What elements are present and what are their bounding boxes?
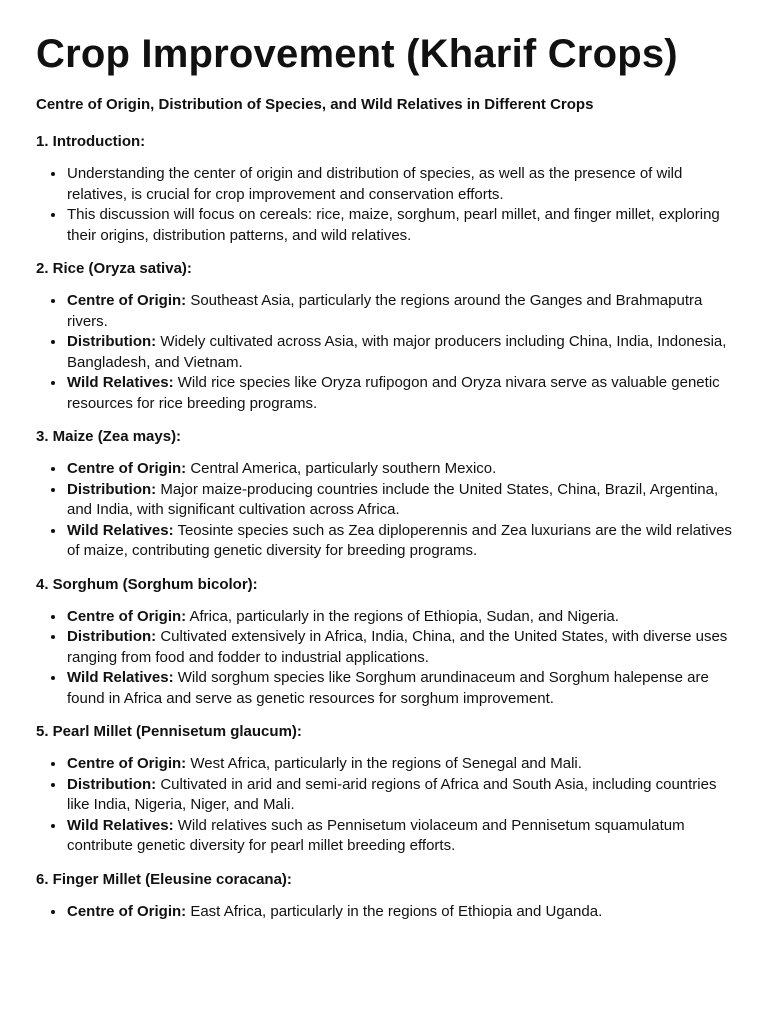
item-label: Centre of Origin: bbox=[67, 755, 187, 772]
item-label: Distribution: bbox=[67, 628, 157, 645]
section-heading: 5. Pearl Millet (Pennisetum glaucum): bbox=[36, 723, 302, 740]
bullet-list bbox=[36, 459, 732, 562]
list-item bbox=[66, 668, 732, 709]
list-item bbox=[66, 373, 732, 414]
item-label: Wild Relatives: bbox=[67, 816, 174, 834]
list-item bbox=[66, 607, 732, 628]
item-text: Cultivated extensively in Africa, India, China, and the United States, with diverse uses ranging from food and fodder to industrial applications. bbox=[67, 628, 728, 666]
item-label: Distribution: bbox=[67, 775, 157, 793]
list-item bbox=[66, 902, 732, 923]
item-label: Centre of Origin: bbox=[67, 902, 187, 920]
item-label: Wild Relatives: bbox=[67, 374, 174, 391]
bullet-list bbox=[36, 607, 732, 710]
list-item bbox=[66, 521, 732, 562]
list-item bbox=[66, 816, 732, 857]
item-label: Distribution: bbox=[67, 333, 157, 350]
section-heading: 1. Introduction: bbox=[36, 133, 146, 150]
page-title: Crop Improvement (Kharif Crops) bbox=[36, 32, 678, 76]
item-text: West Africa, particularly in the regions of Senegal and Mali. bbox=[186, 755, 582, 772]
item-label: Centre of Origin: bbox=[67, 292, 187, 309]
item-label: Distribution: bbox=[67, 480, 157, 498]
item-text: Widely cultivated across Asia, with major producers including China, India, Indonesia, Bangladesh, and Vietnam. bbox=[67, 333, 727, 371]
item-text: Southeast Asia, particularly the regions around the Ganges and Brahmaputra rivers. bbox=[67, 292, 703, 330]
section-heading: 3. Maize (Zea mays): bbox=[36, 428, 182, 445]
list-item bbox=[66, 754, 732, 775]
item-text: Central America, particularly southern Mexico. bbox=[186, 460, 497, 477]
item-text: Wild sorghum species like Sorghum arundinaceum and Sorghum halepense are found in Africa and serve as genetic resources for sorghum improvement. bbox=[67, 669, 709, 707]
item-label: Centre of Origin: bbox=[67, 460, 187, 477]
item-label: Wild Relatives: bbox=[67, 521, 174, 539]
item-text: Major maize-producing countries include the United States, China, Brazil, Argentina, and India, with significant cultivation across Africa. bbox=[67, 480, 719, 518]
item-text: Understanding the center of origin and distribution of species, as well as the presence of wild relatives, is crucial for crop improvement and conservation efforts. bbox=[67, 165, 683, 203]
document-subtitle: Centre of Origin, Distribution of Species, and Wild Relatives in Different Crops bbox=[36, 96, 594, 113]
bullet-list bbox=[36, 902, 732, 923]
section-heading: 2. Rice (Oryza sativa): bbox=[36, 260, 192, 277]
list-item bbox=[66, 480, 732, 521]
section-heading: 4. Sorghum (Sorghum bicolor): bbox=[36, 575, 258, 593]
item-text: Teosinte species such as Zea diploperennis and Zea luxurians are the wild relatives of maize, contributing genetic diversity for breeding programs. bbox=[67, 521, 732, 559]
sections-container bbox=[36, 133, 732, 922]
list-item bbox=[66, 459, 732, 480]
item-text: Wild relatives such as Pennisetum violaceum and Pennisetum squamulatum contribute genetic diversity for pearl millet breeding efforts. bbox=[67, 816, 685, 854]
item-label: Wild Relatives: bbox=[67, 669, 174, 686]
section-heading: 6. Finger Millet (Eleusine coracana): bbox=[36, 870, 292, 888]
item-text: Africa, particularly in the regions of Ethiopia, Sudan, and Nigeria. bbox=[186, 607, 619, 625]
bullet-list bbox=[36, 164, 732, 246]
item-label: Centre of Origin: bbox=[67, 607, 187, 625]
item-text: East Africa, particularly in the regions of Ethiopia and Uganda. bbox=[186, 902, 603, 920]
item-text: Wild rice species like Oryza rufipogon and Oryza nivara serve as valuable genetic resources for rice breeding programs. bbox=[67, 374, 720, 412]
bullet-list bbox=[36, 754, 732, 857]
list-item bbox=[66, 775, 732, 816]
item-text: This discussion will focus on cereals: rice, maize, sorghum, pearl millet, and finger millet, exploring their origins, distribution patterns, and wild relatives. bbox=[67, 206, 720, 244]
item-text: Cultivated in arid and semi-arid regions of Africa and South Asia, including countries like India, Nigeria, Niger, and Mali. bbox=[67, 775, 717, 813]
list-item bbox=[66, 205, 732, 246]
list-item bbox=[66, 164, 732, 205]
list-item bbox=[66, 332, 732, 373]
list-item bbox=[66, 291, 732, 332]
bullet-list bbox=[36, 291, 732, 414]
list-item bbox=[66, 627, 732, 668]
